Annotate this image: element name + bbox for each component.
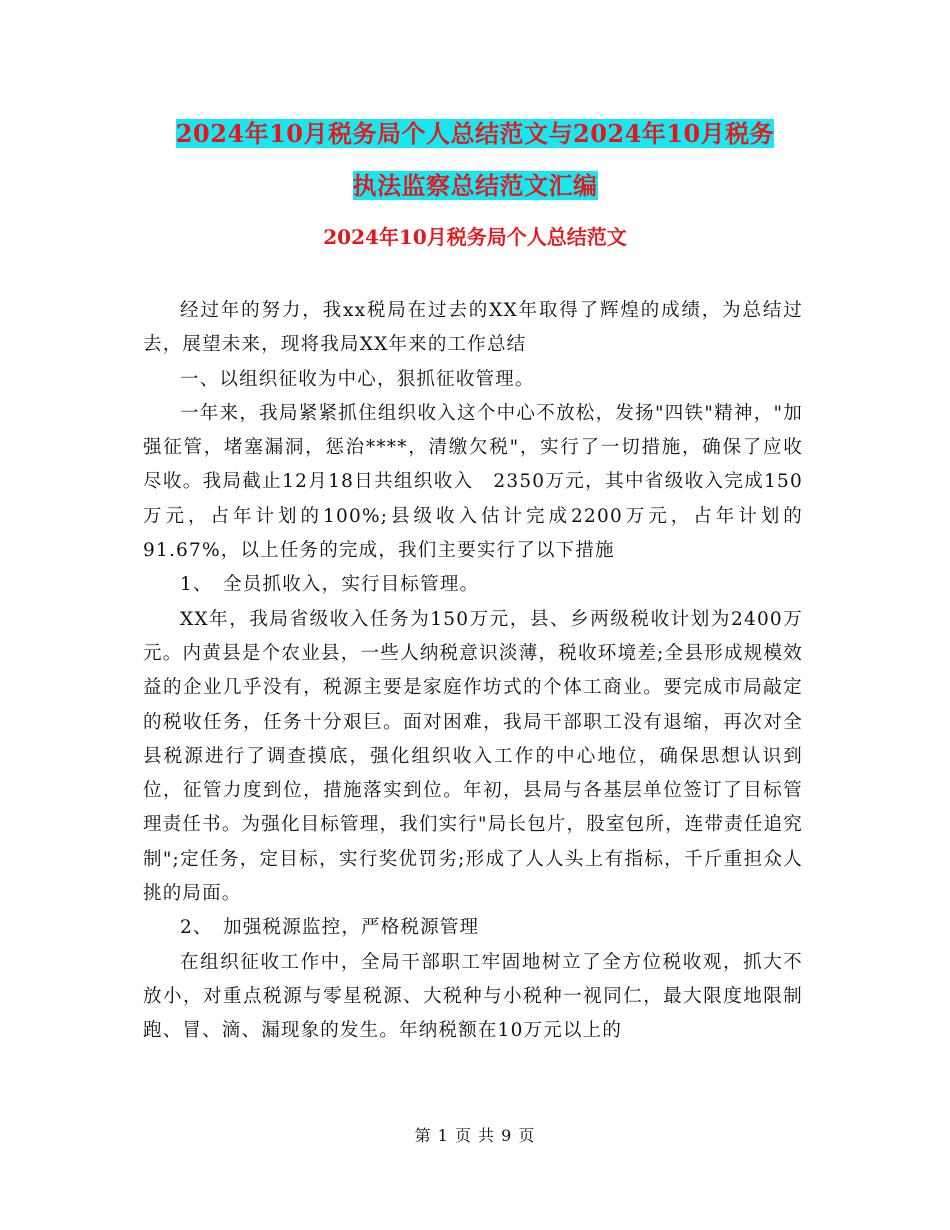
document-title-line2: 执法监察总结范文汇编 xyxy=(352,171,598,200)
paragraph-heading: 1、 全员抓收入，实行目标管理。 xyxy=(180,574,480,596)
paragraph: 在组织征收工作中，全局干部职工牢固地树立了全方位税收观，抓大不放小，对重点税源与零星税源、大税种与小税种一视同仁，最大限度地限制跑、冒、滴、漏现象的发生。年纳税额在10万元以上的 xyxy=(143,951,803,1042)
paragraph-heading: 一、以组织征收为中心，狠抓征收管理。 xyxy=(180,368,535,390)
document-title-line1: 2024年10月税务局个人总结范文与2024年10月税务 xyxy=(175,119,775,148)
document-body xyxy=(143,294,803,1049)
document-title xyxy=(140,108,810,212)
paragraph: 一年来，我局紧紧抓住组织收入这个中心不放松，发扬"四铁"精神，"加强征管，堵塞漏洞，惩治****，清缴欠税"，实行了一切措施，确保了应收尽收。我局截止12月18日共组织收入 2350万元，其中省级收入完成150万元，占年计划的100%;县级收入估计完成2200万元，占年计划的91.67%，以上任务的完成，我们主要实行了以下措施 xyxy=(143,402,803,562)
page-footer: 第 1 页 共 9 页 xyxy=(414,1126,536,1145)
paragraph-heading: 2、 加强税源监控，严格税源管理 xyxy=(180,917,480,939)
paragraph: XX年，我局省级收入任务为150万元，县、乡两级税收计划为2400万元。内黄县是个农业县，一些人纳税意识淡薄，税收环境差;全县形成规模效益的企业几乎没有，税源主要是家庭作坊式的个体工商业。要完成市局敲定的税收任务，任务十分艰巨。面对困难，我局干部职工没有退缩，再次对全县税源进行了调查摸底，强化组织收入工作的中心地位，确保思想认识到位，征管力度到位，措施落实到位。年初，县局与各基层单位签订了目标管理责任书。为强化目标管理，我们实行"局长包片，股室包所，连带责任追究制";定任务，定目标，实行奖优罚劣;形成了人人头上有指标，千斤重担众人挑的局面。 xyxy=(143,608,803,905)
section-title: 2024年10月税务局个人总结范文 xyxy=(323,225,627,249)
paragraph: 经过年的努力，我xx税局在过去的XX年取得了辉煌的成绩，为总结过去，展望未来，现将我局XX年来的工作总结 xyxy=(143,300,803,356)
